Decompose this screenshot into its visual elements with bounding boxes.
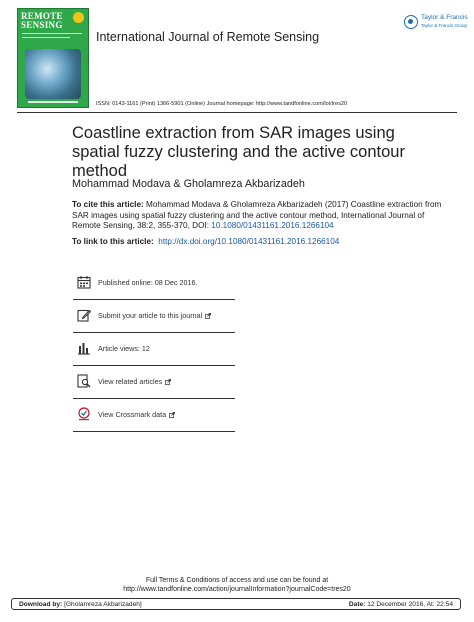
download-date: [349, 601, 453, 608]
publisher-tagline: Taylor & Francis Group: [421, 23, 468, 28]
external-link-icon: [205, 313, 211, 319]
article-doi-url[interactable]: http://dx.doi.org/10.1080/01431161.2016.1266104: [158, 237, 340, 246]
menu-item-crossmark[interactable]: [73, 399, 235, 432]
edit-icon: [77, 308, 91, 322]
citation-label: To cite this article:: [72, 200, 144, 209]
issn-line: ISSN: 0143-1161 (Print) 1366-5901 (Online) Journal homepage: http://www.tandfonline.com/loi/tres20: [96, 101, 348, 107]
download-date-value: 12 December 2016, At: 22:54: [365, 600, 453, 608]
article-authors: Mohammad Modava & Gholamreza Akbarizadeh: [72, 178, 305, 190]
related-articles-link[interactable]: [98, 377, 171, 386]
cover-title-line1: REMOTE: [21, 11, 63, 21]
header-divider: [17, 112, 457, 113]
submit-article-link[interactable]: [98, 311, 211, 320]
publisher-logo-icon: [404, 15, 418, 29]
citation-text: Mohammad Modava & Gholamreza Akbarizadeh (2017) Coastline extraction from SAR images using spatial fuzzy clustering and the active contour method, International Journal of Remote Sensing, 38:2, 355-370, DOI:: [72, 200, 442, 231]
menu-item-published: [73, 267, 235, 300]
menu-item-related[interactable]: [73, 366, 235, 399]
menu-item-views: [73, 333, 235, 366]
cover-satellite-image: [25, 49, 81, 99]
cover-title-line2: SENSING: [21, 20, 63, 30]
downloaded-by: [19, 601, 142, 608]
cover-rule: [22, 33, 82, 34]
external-link-icon: [165, 379, 171, 385]
publisher-name: Taylor & Francis: [421, 14, 468, 21]
journal-title[interactable]: International Journal of Remote Sensing: [96, 30, 320, 44]
menu-item-submit[interactable]: [73, 300, 235, 333]
published-date-text: Published online: 08 Dec 2016.: [98, 278, 198, 287]
search-document-icon: [77, 374, 91, 388]
terms-footer: [0, 576, 474, 594]
calendar-icon: [77, 275, 91, 289]
cover-footer-rule: [28, 101, 78, 103]
cover-title: [21, 12, 73, 30]
link-label: To link to this article:: [72, 237, 154, 246]
citation-doi-link[interactable]: 10.1080/01431161.2016.1266104: [211, 221, 334, 231]
journal-cover-image: [17, 8, 89, 108]
terms-url[interactable]: http://www.tandfonline.com/action/journalInformation?journalCode=tres20: [123, 586, 351, 593]
article-title: Coastline extraction from SAR images using spatial fuzzy clustering and the active contour method: [72, 124, 405, 180]
downloaded-by-value: [Gholamreza Akbarizadeh]: [62, 600, 142, 608]
crossmark-label: View Crossmark data: [98, 410, 167, 419]
bar-chart-icon: [77, 341, 91, 355]
download-date-label: Date:: [348, 600, 366, 608]
article-views-text: Article views: 12: [98, 344, 150, 353]
terms-line: Full Terms & Conditions of access and use can be found at: [145, 577, 329, 584]
crossmark-link[interactable]: [98, 410, 175, 419]
article-actions-menu: [73, 267, 235, 432]
cover-rule: [22, 37, 70, 38]
publisher-logo[interactable]: [404, 14, 474, 36]
external-link-icon: [169, 412, 175, 418]
article-link-row: [72, 237, 339, 246]
citation-block: [72, 200, 442, 232]
crossmark-icon: [77, 407, 91, 421]
download-info-bar: [11, 598, 461, 610]
downloaded-by-label: Download by:: [19, 600, 63, 608]
related-articles-label: View related articles: [98, 377, 163, 386]
cover-badge-icon: [73, 12, 84, 23]
submit-article-label: Submit your article to this journal: [98, 311, 203, 320]
